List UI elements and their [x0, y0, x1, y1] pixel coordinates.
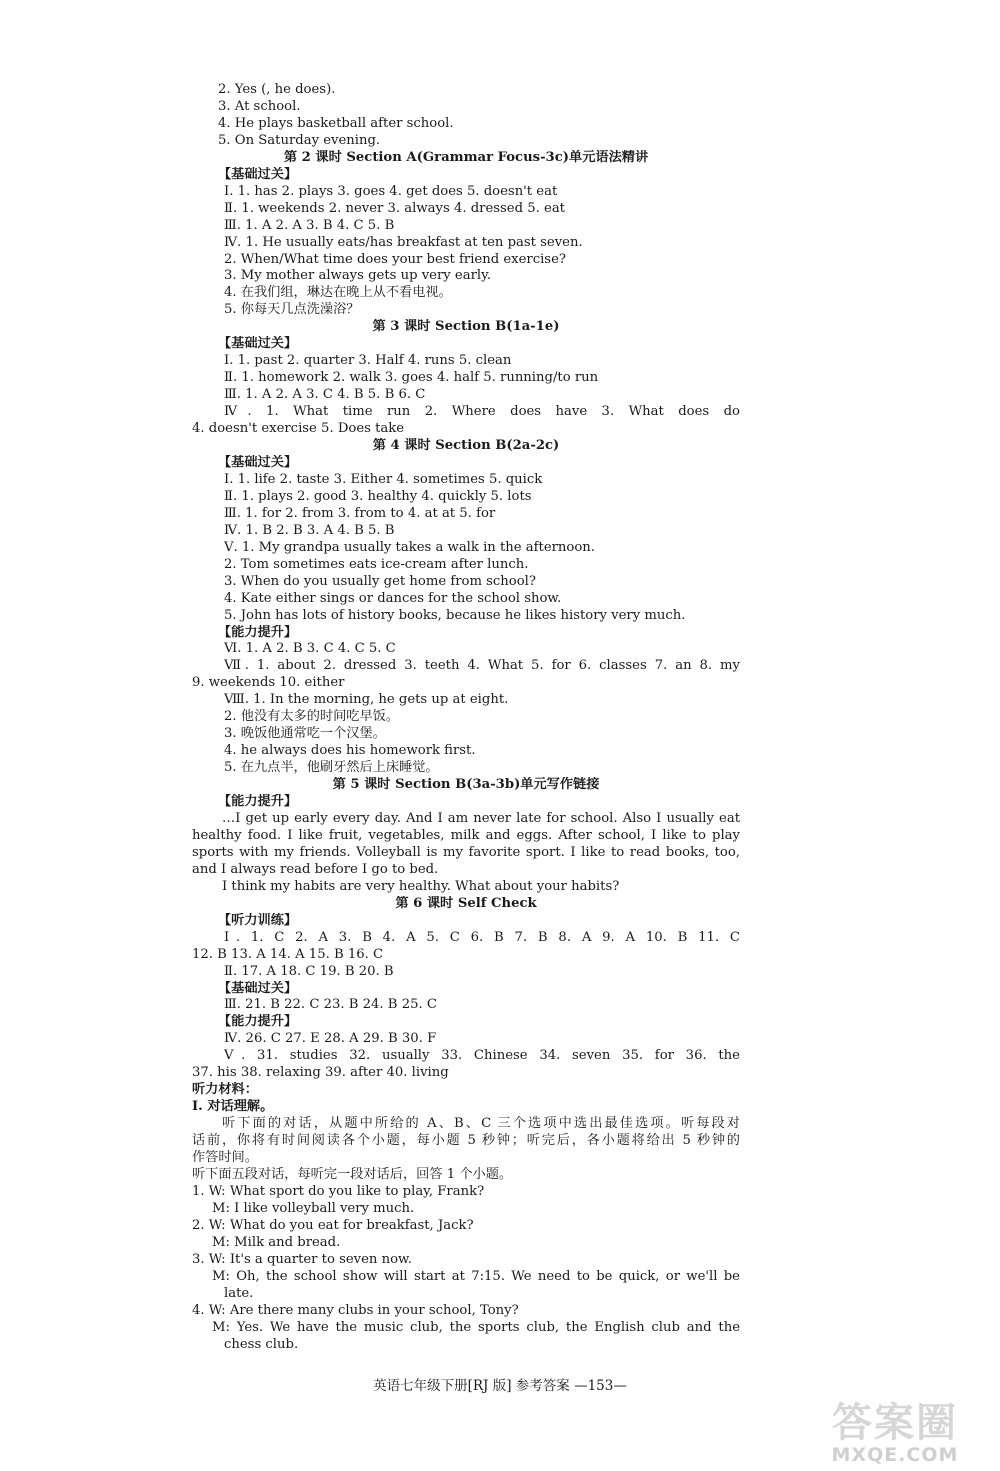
subsection-label: 【能力提升】	[218, 624, 298, 640]
text-line: Ⅲ. 21. B 22. C 23. B 24. B 25. C	[224, 997, 437, 1013]
watermark-site: MXQE.COM	[831, 1444, 959, 1466]
text-line: 5. 你每天几点洗澡浴？	[224, 302, 360, 318]
text-line: Ⅲ. 1. A 2. A 3. C 4. B 5. B 6. C	[224, 387, 426, 403]
text-line: 2. When/What time does your best friend exercise?	[224, 251, 566, 267]
text-line: Ⅰ. 对话理解。	[192, 1099, 274, 1115]
text-line: 4. he always does his homework first.	[224, 743, 476, 759]
subsection-label: 【基础过关】	[218, 336, 298, 352]
text-line: M: Milk and bread.	[212, 1234, 341, 1250]
text-line: I think my habits are very healthy. What about your habits?	[222, 878, 620, 894]
text-line: 3. My mother always gets up very early.	[224, 268, 492, 284]
text-line: 4. W: Are there many clubs in your school, Tony?	[192, 1302, 519, 1318]
section-heading: 第 2 课时 Section A(Grammar Focus-3c)单元语法精讲	[283, 149, 649, 165]
text-line: Ⅰ. 1. life 2. taste 3. Either 4. sometimes 5. quick	[224, 471, 543, 487]
text-line: Ⅵ. 1. A 2. B 3. C 4. C 5. C	[224, 641, 396, 657]
subsection-label: 【能力提升】	[218, 1014, 298, 1030]
text-line: 听力材料：	[192, 1082, 258, 1098]
text-line: 5. On Saturday evening.	[218, 132, 381, 148]
text-line: Ⅳ. 1. He usually eats/has breakfast at ten past seven.	[224, 234, 583, 250]
text-line: M: Oh, the school show will start at 7:15. We need to be quick, or we'll be	[212, 1268, 740, 1284]
text-line: and I always read before I go to bed.	[192, 861, 439, 877]
text-line: chess club.	[224, 1336, 299, 1352]
subsection-label: 【基础过关】	[218, 454, 298, 470]
text-line: 4. He plays basketball after school.	[218, 115, 454, 131]
text-line: 9. weekends 10. either	[192, 675, 345, 691]
text-line: Ⅴ. 31. studies 32. usually 33. Chinese 34. seven 35. for 36. the	[224, 1048, 740, 1064]
section-heading: 第 6 课时 Self Check	[395, 895, 537, 911]
text-line: Ⅱ. 1. plays 2. good 3. healthy 4. quickly 5. lots	[224, 488, 532, 504]
subsection-label: 【能力提升】	[218, 794, 298, 810]
text-line: 听下面的对话，从题中所给的 A、B、C 三个选项中选出最佳选项。听每段对	[222, 1116, 740, 1132]
text-line: …I get up early every day. And I am never late for school. Also I usually eat	[222, 810, 740, 826]
text-line: Ⅱ. 1. weekends 2. never 3. always 4. dressed 5. eat	[224, 200, 565, 216]
text-line: 4. Kate either sings or dances for the school show.	[224, 590, 562, 606]
text-line: 1. W: What sport do you like to play, Frank?	[192, 1183, 485, 1199]
text-line: Ⅰ. 1. has 2. plays 3. goes 4. get does 5. doesn't eat	[224, 183, 558, 199]
text-line: Ⅲ. 1. A 2. A 3. B 4. C 5. B	[224, 217, 395, 233]
text-line: 4. 在我们组，琳达在晚上从不看电视。	[224, 285, 452, 301]
text-line: Ⅳ. 1. B 2. B 3. A 4. B 5. B	[224, 522, 395, 538]
text-line: 话前，你将有时间阅读各个小题，每小题 5 秒钟；听完后，各小题将给出 5 秒钟的	[192, 1133, 740, 1149]
text-line: 2. W: What do you eat for breakfast, Jack?	[192, 1217, 474, 1233]
text-line: healthy food. I like fruit, vegetables, milk and eggs. After school, I like to play	[192, 827, 740, 843]
section-heading: 第 4 课时 Section B(2a-2c)	[372, 438, 560, 454]
text-line: Ⅳ. 1. What time run 2. Where does have 3. What does do	[224, 404, 740, 420]
subsection-label: 【听力训练】	[218, 912, 298, 928]
watermark	[800, 1400, 990, 1468]
text-line: 12. B 13. A 14. A 15. B 16. C	[192, 946, 384, 962]
text-line: Ⅴ. 1. My grandpa usually takes a walk in the afternoon.	[224, 539, 595, 555]
section-heading: 第 5 课时 Section B(3a-3b)单元写作链接	[332, 777, 600, 793]
text-line: sports with my friends. Volleyball is my favorite sport. I like to read books, too,	[192, 844, 740, 860]
subsection-label: 【基础过关】	[218, 980, 298, 996]
text-line: Ⅰ. 1. C 2. A 3. B 4. A 5. C 6. B 7. B 8. A 9. A 10. B 11. C	[224, 929, 740, 945]
text-line: Ⅱ. 1. homework 2. walk 3. goes 4. half 5. running/to run	[224, 370, 599, 386]
page-footer: 英语七年级下册[RJ 版] 参考答案 —153—	[373, 1378, 627, 1394]
text-line: 5. 在九点半，他刷牙然后上床睡觉。	[224, 760, 439, 776]
text-line: 作答时间。	[192, 1150, 258, 1166]
text-line: 4. doesn't exercise 5. Does take	[192, 421, 405, 437]
text-line: late.	[224, 1285, 254, 1301]
text-line: Ⅶ. 1. about 2. dressed 3. teeth 4. What 5. for 6. classes 7. an 8. my	[224, 658, 740, 674]
answer-key-body	[192, 82, 740, 1353]
text-line: Ⅱ. 17. A 18. C 19. B 20. B	[224, 963, 394, 979]
text-line: Ⅷ. 1. In the morning, he gets up at eight.	[224, 692, 509, 708]
text-line: 3. When do you usually get home from school?	[224, 573, 536, 589]
text-line: M: Yes. We have the music club, the sports club, the English club and the	[212, 1319, 740, 1335]
section-heading: 第 3 课时 Section B(1a-1e)	[372, 319, 560, 335]
text-line: 3. W: It's a quarter to seven now.	[192, 1251, 412, 1267]
text-line: 37. his 38. relaxing 39. after 40. living	[192, 1065, 449, 1081]
watermark-logo: 答案圈	[832, 1400, 958, 1446]
text-line: 听下面五段对话，每听完一段对话后，回答 1 个小题。	[192, 1167, 513, 1182]
text-line: 2. 他没有太多的时间吃早饭。	[224, 709, 400, 725]
text-line: Ⅲ. 1. for 2. from 3. from to 4. at at 5. for	[224, 505, 496, 521]
text-line: 2. Yes (, he does).	[218, 82, 336, 97]
text-line: 3. At school.	[218, 98, 301, 114]
text-line: 5. John has lots of history books, because he likes history very much.	[224, 607, 686, 623]
text-line: Ⅰ. 1. past 2. quarter 3. Half 4. runs 5. clean	[224, 353, 512, 369]
text-line: M: I like volleyball very much.	[212, 1200, 415, 1216]
text-line: 2. Tom sometimes eats ice-cream after lunch.	[224, 556, 529, 572]
text-line: Ⅳ. 26. C 27. E 28. A 29. B 30. F	[224, 1031, 437, 1047]
text-line: 3. 晚饭他通常吃一个汉堡。	[224, 726, 386, 742]
subsection-label: 【基础过关】	[218, 166, 298, 182]
